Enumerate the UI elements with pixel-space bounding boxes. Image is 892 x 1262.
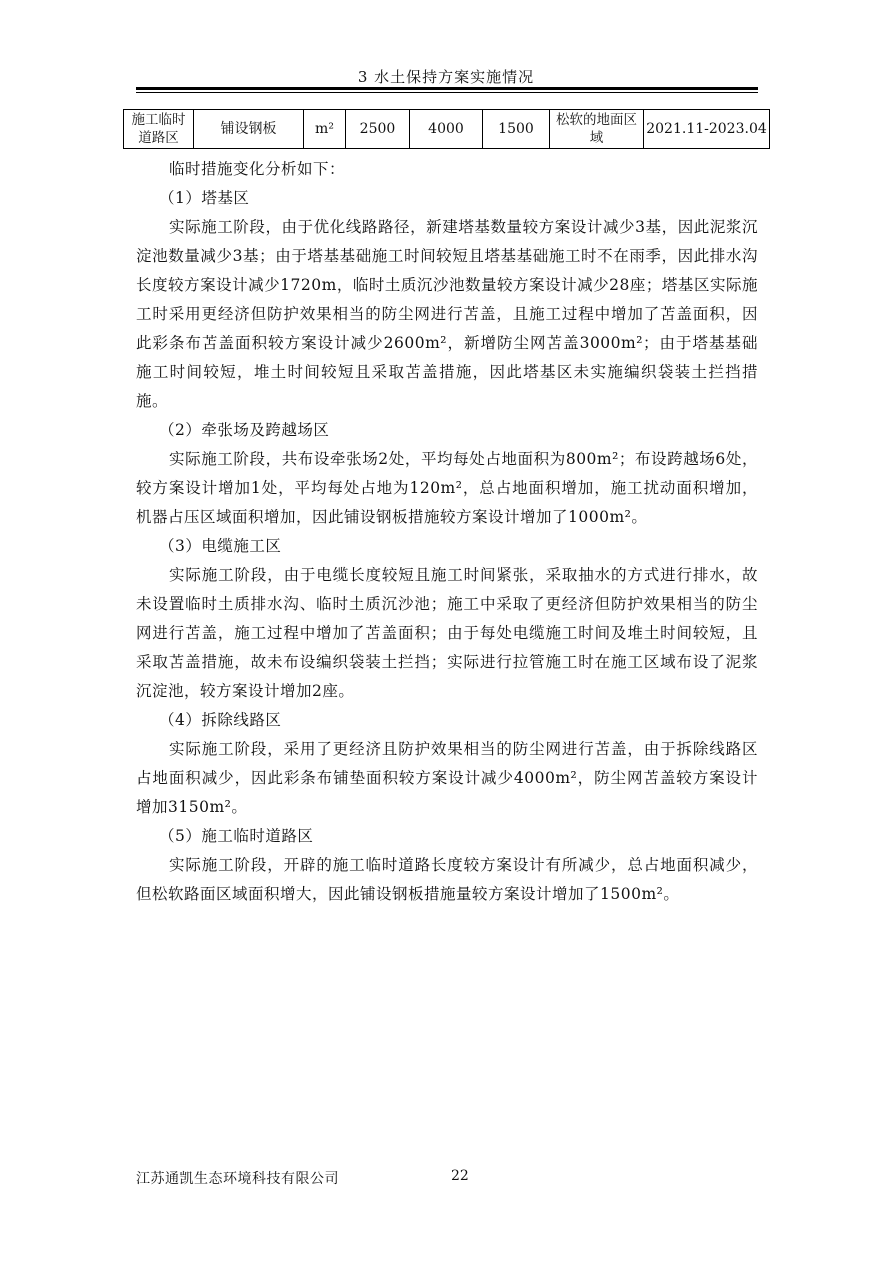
table-cell-location: 松软的地面区域: [550, 110, 644, 149]
page-number: 22: [451, 1168, 469, 1184]
table-row: [124, 110, 770, 149]
section-heading-demolition-area: （4）拆除线路区: [159, 711, 282, 729]
page-header-title: 3 水土保持方案实施情况: [357, 68, 535, 86]
paragraph-demolition-area: 实际施工阶段，采用了更经济且防护效果相当的防尘网进行苫盖，由于拆除线路区占地面积减少，因此彩条布铺垫面积较方案设计减少4000m²，防尘网苫盖较方案设计增加3150m²。: [136, 740, 758, 816]
section-heading-tower-area: （1）塔基区: [159, 189, 250, 207]
measures-table: [123, 109, 770, 149]
table-cell-period: 2021.11-2023.04: [644, 110, 770, 149]
table-cell-planned: 2500: [346, 110, 410, 149]
paragraph-tower-area: 实际施工阶段，由于优化线路路径，新建塔基数量较方案设计减少3基，因此泥浆沉淀池数量减少3基；由于塔基基础施工时间较短且塔基基础施工时不在雨季，因此排水沟长度较方案设计减少1720m，临时土质沉沙池数量较方案设计减少28座；塔基区实际施工时采用更经济但防护效果相当的防尘网进行苫盖，且施工过程中增加了苫盖面积，因此彩条布苫盖面积较方案设计减少2600m²，新增防尘网苫盖3000m²；由于塔基基础施工时间较短，堆土时间较短且采取苫盖措施，因此塔基区未实施编织袋装土拦挡措施。: [136, 218, 758, 410]
paragraph-cable-area: 实际施工阶段，由于电缆长度较短且施工时间紧张，采取抽水的方式进行排水，故未设置临时土质排水沟、临时土质沉沙池；施工中采取了更经济但防护效果相当的防尘网进行苫盖，施工过程中增加了苫盖面积；由于每处电缆施工时间及堆土时间较短，且采取苫盖措施，故未布设编织袋装土拦挡；实际进行拉管施工时在施工区域布设了泥浆沉淀池，较方案设计增加2座。: [136, 566, 758, 700]
section-heading-tension-area: （2）牵张场及跨越场区: [159, 421, 330, 439]
section-heading-temp-road-area: （5）施工临时道路区: [159, 827, 314, 845]
paragraph-temp-road-area: 实际施工阶段，开辟的施工临时道路长度较方案设计有所减少，总占地面积减少，但松软路面区域面积增大，因此铺设钢板措施量较方案设计增加了1500m²。: [136, 856, 758, 903]
section-heading-cable-area: （3）电缆施工区: [159, 537, 282, 555]
table-cell-change: 1500: [483, 110, 550, 149]
paragraph-tension-area: 实际施工阶段，共布设牵张场2处，平均每处占地面积为800m²；布设跨越场6处，较方案设计增加1处，平均每处占地为120m²，总占地面积增加，施工扰动面积增加，机器占压区域面积增加，因此铺设钢板措施较方案设计增加了1000m²。: [136, 450, 758, 526]
header-rule-thin: [136, 92, 758, 93]
footer-company: 江苏通凯生态环境科技有限公司: [136, 1171, 339, 1187]
header-rule-thick: [136, 87, 758, 90]
table-cell-actual: 4000: [410, 110, 483, 149]
table-cell-unit: m²: [304, 110, 346, 149]
table-cell-measure: 铺设钢板: [194, 110, 304, 149]
table-cell-area: 施工临时道路区: [124, 110, 194, 149]
paragraph-intro: 临时措施变化分析如下：: [169, 160, 346, 178]
body-text: [136, 155, 758, 909]
